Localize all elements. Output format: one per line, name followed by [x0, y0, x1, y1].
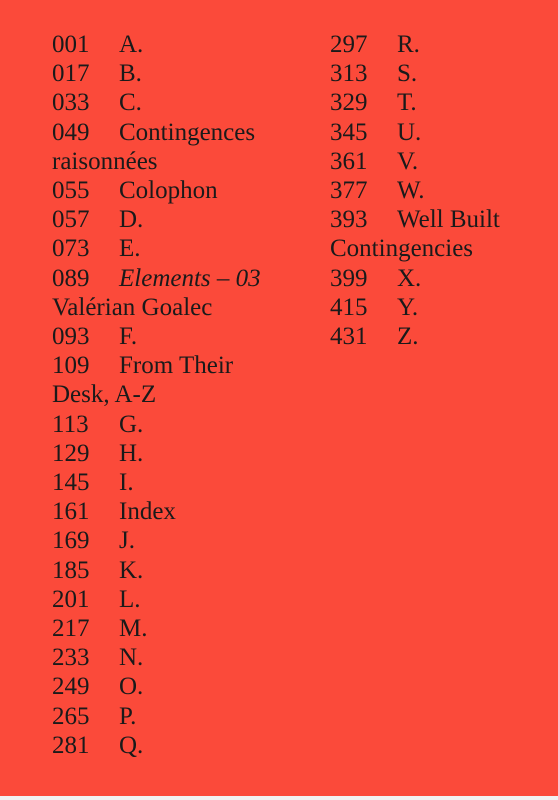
toc-page-number: 073	[52, 235, 90, 263]
toc-entry	[330, 88, 550, 117]
toc-page-number: 431	[330, 323, 368, 351]
toc-page-number: 129	[52, 439, 90, 467]
toc-entry-title: Contingences	[119, 118, 256, 146]
toc-entry-title: Index	[119, 498, 176, 526]
toc-entry-title: F.	[119, 323, 138, 351]
toc-entry	[330, 30, 550, 59]
toc-entry	[52, 234, 322, 263]
toc-entry-title: R.	[397, 31, 420, 58]
toc-entry-title: I.	[119, 469, 134, 497]
toc-entry	[52, 322, 322, 351]
toc-entry	[330, 118, 550, 147]
toc-entry-title: V.	[397, 147, 419, 175]
toc-page-number: 049	[52, 118, 90, 146]
toc-page-number: 393	[330, 206, 368, 234]
toc-page-number: 113	[52, 410, 89, 438]
toc-entry-title: E.	[119, 235, 141, 263]
toc-entry	[52, 702, 322, 731]
toc-entry-title: W.	[397, 177, 425, 205]
toc-entry-title: Colophon	[119, 177, 218, 205]
toc-entry-continuation: Desk, A-Z	[52, 381, 157, 409]
toc-entry	[52, 614, 322, 643]
toc-entry-title: H.	[119, 439, 144, 467]
toc-page-number: 033	[52, 89, 90, 117]
toc-entry	[52, 526, 322, 555]
toc-page-number: 313	[330, 60, 368, 88]
toc-page-number: 001	[52, 31, 90, 58]
toc-entry-title: L.	[119, 585, 141, 613]
toc-page-number: 233	[52, 644, 90, 672]
toc-page-number: 415	[330, 293, 368, 321]
toc-entry	[52, 88, 322, 117]
toc-page-number: 093	[52, 323, 90, 351]
toc-entry	[330, 293, 550, 322]
contents-column-left	[52, 30, 322, 760]
toc-entry-title: Z.	[397, 323, 419, 351]
toc-entry	[330, 147, 550, 176]
toc-entry-title: Elements – 03	[119, 264, 261, 292]
toc-entry-continuation: Contingencies	[330, 235, 474, 263]
toc-entry	[52, 672, 322, 701]
toc-entry	[52, 205, 322, 234]
toc-entry	[52, 176, 322, 205]
toc-entry-continuation: Valérian Goalec	[52, 293, 213, 321]
toc-entry-title: D.	[119, 206, 144, 234]
toc-entry-title: B.	[119, 60, 142, 88]
toc-entry-title: Well Built	[397, 206, 500, 234]
toc-entry-title: C.	[119, 89, 142, 117]
toc-page-number: 185	[52, 556, 90, 584]
toc-page-number: 017	[52, 60, 90, 88]
toc-entry	[330, 205, 550, 234]
toc-entry	[52, 410, 322, 439]
toc-page-number: 265	[52, 702, 90, 730]
toc-entry	[52, 556, 322, 585]
toc-entry-title: P.	[119, 702, 137, 730]
toc-entry	[330, 59, 550, 88]
toc-entry	[52, 731, 322, 760]
toc-entry-title: Q.	[119, 731, 144, 759]
toc-entry	[52, 59, 322, 88]
toc-entry	[52, 30, 322, 59]
toc-entry	[52, 439, 322, 468]
toc-entry-title: O.	[119, 673, 144, 701]
toc-entry	[52, 468, 322, 497]
toc-page-number: 109	[52, 352, 90, 380]
toc-entry	[330, 322, 550, 351]
toc-page-number: 169	[52, 527, 90, 555]
page-bottom-edge	[0, 796, 558, 800]
toc-entry-title: X.	[397, 264, 422, 292]
toc-page-number: 297	[330, 31, 368, 58]
toc-page-number: 361	[330, 147, 368, 175]
toc-entry	[330, 176, 550, 205]
toc-entry	[52, 118, 322, 147]
toc-entry-title: N.	[119, 644, 144, 672]
toc-page-number: 217	[52, 615, 90, 643]
toc-page-number: 377	[330, 177, 368, 205]
toc-entry-title: M.	[119, 615, 148, 643]
toc-entry	[330, 264, 550, 293]
toc-entry	[52, 643, 322, 672]
toc-entry	[52, 497, 322, 526]
toc-page-number: 329	[330, 89, 368, 117]
toc-entry-title: J.	[119, 527, 135, 555]
toc-entry	[52, 585, 322, 614]
toc-page-number: 201	[52, 585, 90, 613]
toc-entry-title: T.	[397, 89, 417, 117]
toc-page-number: 161	[52, 498, 90, 526]
toc-entry-title: G.	[119, 410, 144, 438]
toc-entry-title: U.	[397, 118, 422, 146]
toc-page-number: 145	[52, 469, 90, 497]
toc-page-number: 399	[330, 264, 368, 292]
toc-page-number: 057	[52, 206, 90, 234]
toc-page-number: 089	[52, 264, 90, 292]
toc-page-number: 055	[52, 177, 90, 205]
toc-entry-title: Y.	[397, 293, 419, 321]
toc-entry-continuation: raisonnées	[52, 147, 158, 175]
toc-entry-title: S.	[397, 60, 418, 88]
contents-column-right	[330, 30, 550, 351]
toc-entry	[52, 264, 322, 293]
toc-entry-title: A.	[119, 31, 144, 58]
toc-entry-title: K.	[119, 556, 144, 584]
toc-entry-title: From Their	[119, 352, 234, 380]
toc-page-number: 281	[52, 731, 90, 759]
toc-page-number: 345	[330, 118, 368, 146]
toc-entry	[52, 351, 322, 380]
toc-page-number: 249	[52, 673, 90, 701]
